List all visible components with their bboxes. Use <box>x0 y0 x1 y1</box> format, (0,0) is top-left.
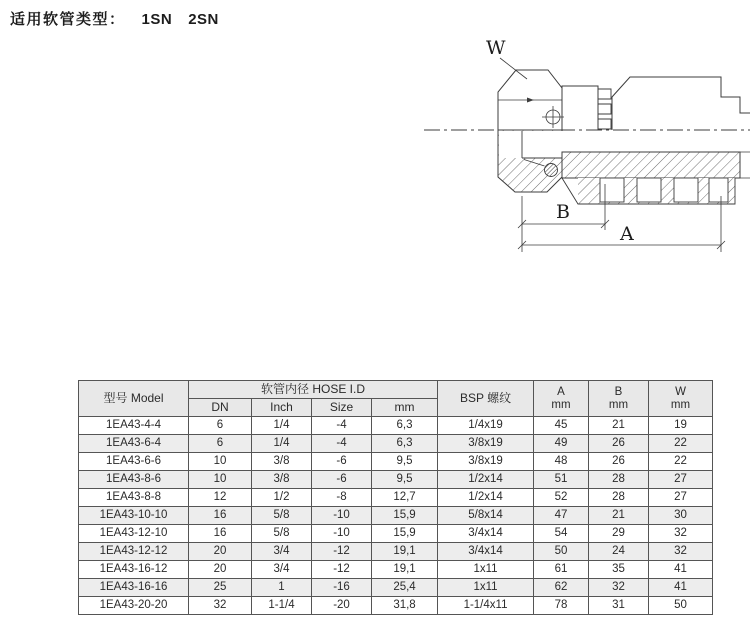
cell-b: 21 <box>589 417 649 435</box>
cell-b: 29 <box>589 525 649 543</box>
cell-dn: 20 <box>189 561 252 579</box>
cell-dn: 16 <box>189 525 252 543</box>
cell-size: -10 <box>312 525 372 543</box>
cell-bsp: 1/2x14 <box>438 471 534 489</box>
cell-inch: 1/4 <box>252 435 312 453</box>
cell-dn: 10 <box>189 453 252 471</box>
cell-size: -4 <box>312 417 372 435</box>
cell-dn: 32 <box>189 597 252 615</box>
spec-table-body <box>79 417 713 615</box>
hose-type-1sn: 1SN <box>141 11 173 28</box>
cell-bsp: 5/8x14 <box>438 507 534 525</box>
spec-table-header <box>79 381 713 417</box>
cell-a: 61 <box>534 561 589 579</box>
cell-bsp: 3/4x14 <box>438 543 534 561</box>
center-mark <box>542 106 564 128</box>
cell-size: -8 <box>312 489 372 507</box>
cell-bsp: 1-1/4x11 <box>438 597 534 615</box>
cell-mm: 31,8 <box>372 597 438 615</box>
table-row <box>79 471 713 489</box>
cell-size: -20 <box>312 597 372 615</box>
cell-dn: 25 <box>189 579 252 597</box>
col-header-inch: Inch <box>252 399 312 417</box>
cell-inch: 5/8 <box>252 525 312 543</box>
cell-model: 1EA43-16-12 <box>79 561 189 579</box>
cell-w: 27 <box>649 489 713 507</box>
cell-w: 41 <box>649 579 713 597</box>
cell-w: 19 <box>649 417 713 435</box>
col-header-b-unit: mm <box>608 398 629 411</box>
table-row <box>79 453 713 471</box>
cell-b: 26 <box>589 435 649 453</box>
cell-model: 1EA43-10-10 <box>79 507 189 525</box>
table-row <box>79 507 713 525</box>
cell-size: -10 <box>312 507 372 525</box>
cell-model: 1EA43-8-8 <box>79 489 189 507</box>
crimp-sleeve-outline <box>612 77 750 130</box>
col-header-bsp: BSP 螺纹 <box>438 381 534 417</box>
cell-a: 45 <box>534 417 589 435</box>
cell-b: 26 <box>589 453 649 471</box>
hex-nut-outline <box>498 70 562 130</box>
col-header-dn: DN <box>189 399 252 417</box>
cell-w: 41 <box>649 561 713 579</box>
cell-dn: 20 <box>189 543 252 561</box>
cell-b: 35 <box>589 561 649 579</box>
cell-size: -12 <box>312 561 372 579</box>
cell-size: -16 <box>312 579 372 597</box>
cell-w: 32 <box>649 543 713 561</box>
cell-bsp: 1x11 <box>438 579 534 597</box>
table-row <box>79 579 713 597</box>
hose-wall-section <box>562 152 750 178</box>
cell-bsp: 1x11 <box>438 561 534 579</box>
col-header-a <box>534 381 589 417</box>
table-row <box>79 597 713 615</box>
cell-a: 52 <box>534 489 589 507</box>
table-row <box>79 417 713 435</box>
cell-bsp: 3/8x19 <box>438 453 534 471</box>
col-header-b-letter: B <box>614 386 623 399</box>
w-leader-line <box>500 58 527 79</box>
cell-size: -6 <box>312 471 372 489</box>
cell-mm: 25,4 <box>372 579 438 597</box>
cell-w: 32 <box>649 525 713 543</box>
cell-mm: 19,1 <box>372 543 438 561</box>
cell-mm: 12,7 <box>372 489 438 507</box>
cell-a: 47 <box>534 507 589 525</box>
col-header-mm: mm <box>372 399 438 417</box>
cell-a: 54 <box>534 525 589 543</box>
cell-inch: 3/8 <box>252 471 312 489</box>
cell-model: 1EA43-6-6 <box>79 453 189 471</box>
cell-b: 32 <box>589 579 649 597</box>
col-header-size: Size <box>312 399 372 417</box>
cell-w: 22 <box>649 453 713 471</box>
cell-bsp: 3/4x14 <box>438 525 534 543</box>
collar-outline <box>562 86 611 130</box>
hose-type-2sn: 2SN <box>188 11 219 28</box>
cell-a: 78 <box>534 597 589 615</box>
cell-b: 31 <box>589 597 649 615</box>
cell-w: 50 <box>649 597 713 615</box>
cell-mm: 15,9 <box>372 507 438 525</box>
dim-label-b: B <box>556 201 570 223</box>
dim-label-w: W <box>486 37 506 59</box>
cell-w: 27 <box>649 471 713 489</box>
cell-b: 28 <box>589 489 649 507</box>
cell-mm: 6,3 <box>372 417 438 435</box>
cell-b: 24 <box>589 543 649 561</box>
col-header-a-unit: mm <box>551 398 571 411</box>
cell-mm: 9,5 <box>372 471 438 489</box>
cell-model: 1EA43-6-4 <box>79 435 189 453</box>
cell-inch: 3/8 <box>252 453 312 471</box>
hose-type-label: 适用软管类型： <box>10 11 126 28</box>
col-header-b <box>589 381 649 417</box>
cell-mm: 9,5 <box>372 453 438 471</box>
table-row <box>79 489 713 507</box>
col-header-a-letter: A <box>557 386 565 399</box>
cell-a: 51 <box>534 471 589 489</box>
cell-a: 62 <box>534 579 589 597</box>
col-header-hose-id: 软管内径 HOSE I.D <box>189 381 438 399</box>
table-row <box>79 543 713 561</box>
cell-b: 21 <box>589 507 649 525</box>
cell-inch: 3/4 <box>252 543 312 561</box>
cell-inch: 5/8 <box>252 507 312 525</box>
cell-model: 1EA43-8-6 <box>79 471 189 489</box>
spec-table <box>78 380 713 615</box>
cell-model: 1EA43-12-10 <box>79 525 189 543</box>
cell-model: 1EA43-16-16 <box>79 579 189 597</box>
cell-inch: 1/2 <box>252 489 312 507</box>
cell-inch: 3/4 <box>252 561 312 579</box>
cell-w: 30 <box>649 507 713 525</box>
sleeve-teeth-section <box>562 178 735 204</box>
col-header-model: 型号 Model <box>79 381 189 417</box>
cell-model: 1EA43-12-12 <box>79 543 189 561</box>
cell-mm: 19,1 <box>372 561 438 579</box>
cell-size: -4 <box>312 435 372 453</box>
cell-size: -6 <box>312 453 372 471</box>
cell-w: 22 <box>649 435 713 453</box>
col-header-w <box>649 381 713 417</box>
cell-dn: 6 <box>189 417 252 435</box>
cell-size: -12 <box>312 543 372 561</box>
col-header-w-unit: mm <box>670 398 691 411</box>
cell-dn: 10 <box>189 471 252 489</box>
cell-b: 28 <box>589 471 649 489</box>
cell-bsp: 1/4x19 <box>438 417 534 435</box>
cell-inch: 1/4 <box>252 417 312 435</box>
cell-dn: 12 <box>189 489 252 507</box>
table-row <box>79 435 713 453</box>
cell-inch: 1 <box>252 579 312 597</box>
cell-dn: 6 <box>189 435 252 453</box>
dim-label-a: A <box>620 223 634 245</box>
cell-a: 48 <box>534 453 589 471</box>
cell-mm: 15,9 <box>372 525 438 543</box>
col-header-w-letter: W <box>675 386 686 399</box>
cell-dn: 16 <box>189 507 252 525</box>
cell-model: 1EA43-4-4 <box>79 417 189 435</box>
cell-a: 49 <box>534 435 589 453</box>
cell-mm: 6,3 <box>372 435 438 453</box>
cell-bsp: 3/8x19 <box>438 435 534 453</box>
cell-bsp: 1/2x14 <box>438 489 534 507</box>
cell-model: 1EA43-20-20 <box>79 597 189 615</box>
cell-inch: 1-1/4 <box>252 597 312 615</box>
cell-a: 50 <box>534 543 589 561</box>
table-row <box>79 561 713 579</box>
table-row <box>79 525 713 543</box>
